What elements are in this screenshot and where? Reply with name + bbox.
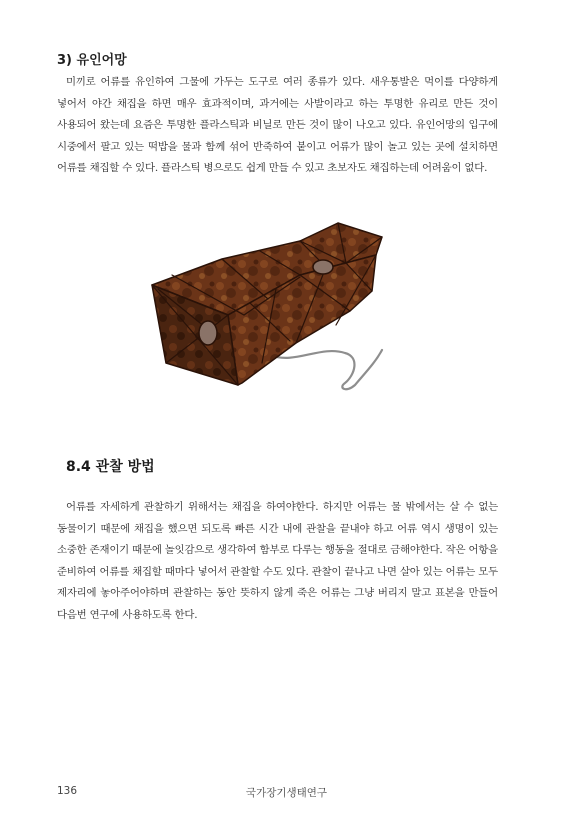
- chapter-heading: 8.4 관찰 방법: [66, 459, 155, 475]
- section-heading: 3) 유인어망: [57, 53, 127, 68]
- fish-trap-illustration: [150, 215, 390, 395]
- rope-line: [270, 350, 382, 389]
- section-paragraph: 미끼로 어류를 유인하여 그물에 가두는 도구로 여러 종류가 있다. 새우통발은 먹이를 다양하게 넣어서 야간 채집을 하면 매우 효과적이며, 과거에는 사발이라고 하는 투명한 유리로 만든 것이 사용되어 왔는데 요즘은 투명한 플라스틱과 비닐로 만든 것이 많이 나오고 있다. 유인어망의 입구에 시중에서 팔고 있는 떡밥을 물과 함께 섞어 반죽하여 붙이고 어류가 많이 놀고 있는 곳에 설치하면 어류를 채집할 수 있다. 플라스틱 병으로도 쉽게 만들 수 있고 초보자도 채집하는데 어려움이 없다.: [57, 76, 498, 175]
- page-number: 136: [57, 785, 78, 797]
- trap-top-opening: [313, 260, 333, 274]
- trap-front-opening: [199, 321, 217, 345]
- footer-publication-title: 국가장기생태연구: [245, 787, 328, 799]
- chapter-paragraph: 어류를 자세하게 관찰하기 위해서는 채집을 하여야한다. 하지만 어류는 물 밖에서는 살 수 없는 동물이기 때문에 채집을 했으면 되도록 빠른 시간 내에 관찰을 끝내야 하고 어류 역시 생명이 있는 소중한 존재이기 때문에 놀잇감으로 생각하여 함부로 다루는 행동을 절대로 금해야한다. 작은 어항을 준비하여 어류를 채집할 때마다 넣어서 관찰할 수도 있다. 관찰이 끝나고 나면 살아 있는 어류는 모두 제자리에 놓아주어야하며 관찰하는 동안 뜻하지 않게 죽은 어류는 그냥 버리지 말고 표본을 만들어 다음번 연구에 사용하도록 한다.: [57, 501, 498, 621]
